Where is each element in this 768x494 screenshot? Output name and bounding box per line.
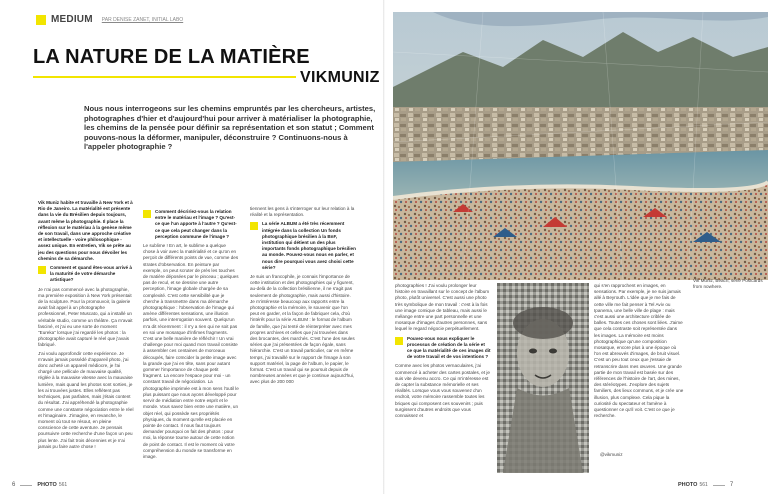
magazine-name: PHOTO — [37, 482, 57, 488]
question-text: Pouvez-vous nous expliquer le processus de création de la série et ce que la matérialité de ces images dit de votre travail et de vos intentions ? — [407, 335, 491, 360]
folio-rule — [713, 485, 725, 486]
question-text: La série ALBUM a été très récemment intégrée dans la collection Un fonds photographique brésilien à la BnF, institution qui détient un des plus importants fonds photographique brésilien au monde. Pouvez-vous nous en parler, et nous dire pourquoi vous avez choisi cette série? — [262, 221, 356, 270]
collage-photo — [393, 12, 768, 280]
question-block — [250, 221, 356, 271]
intro-paragraph: Nous nous interrogeons sur les chemins empruntés par les chercheurs, artistes, photographes d'hier et d'aujourd'hui pour arriver à matérialiser la photographie, les chemins de la pensée pour définir sa représentation et son statut ; Comment pouvons-nous la déformer, manipuler, déconstruire ? Continuons-nous à l'appeler photographie ? — [84, 104, 376, 152]
issue-number: 561 — [58, 482, 68, 488]
question-text: Comment et quand êtes-vous arrivé à la maturité de votre démarche artistique? — [50, 265, 132, 283]
text-column-2 — [143, 206, 239, 462]
question-marker — [143, 210, 151, 218]
article-title: LA NATURE DE LA MATIÈRE — [33, 46, 310, 68]
question-block — [38, 265, 134, 284]
text-column-4 — [395, 283, 491, 421]
answer-paragraph: tiennent les gens à s'interroger sur leur relation à la réalité et la représentation. — [250, 206, 355, 218]
rubric-label: MEDIUM — [51, 14, 93, 25]
magazine-name: PHOTO — [678, 482, 698, 488]
answer-paragraph: Je suis un francophile, je connais l'importance de cette institution et des photographies qui y figurent, au-delà de la collection brésilienne, il ne s'agit pas seulement de photographie, mais aussi d'histoire. Je m'intéresse beaucoup aux rapports entre la photographie et la mémoire, le souvenir que l'on peut en garder, et la façon de fabriquer cela, d'où l'intérêt pour la série ALBUM : le format de l'album de famille, que j'ai tenté de réinterpréter avec mes propres archives et celles que j'ai trouvées dans des brocantes, des marchés. C'est l'une des seules séries que j'ai présentées de façon égale, sans hiérarchie. C'est un travail particulier, car en même temps, j'ai travaillé sur le rapport de l'image à son support matériel, la page de l'album, le papier, le format. C'est un travail qui se poursuit depuis de nombreuses années et que je continue aujourd'hui, avec plus de 200 000 — [250, 274, 355, 385]
question-block — [395, 336, 491, 361]
title-underline — [33, 76, 296, 78]
answer-paragraph: photographies ! J'ai voulu prolonger leur histoire en travaillant sur le concept de l'album photo, plutôt universel. C'est aussi une photo très symbolique de mon travail : c'est à la fois une image comique de tableau, mais aussi le mélange entre une part personnelle et une mosaïque d'images d'autres personnes, sans lequel le regard négocie perpétuellement. — [395, 283, 490, 332]
text-column-5 — [594, 283, 684, 421]
left-folio — [12, 482, 67, 488]
question-text: Comment décririez-vous la relation entre le matériau et l'image ? Qu'est-ce que l'un apporte à l'autre ? Qu'est-ce que cela peut changer dans la perception commune de l'image ? — [155, 209, 237, 239]
page-gutter — [383, 0, 385, 494]
question-block — [143, 209, 239, 240]
page-number: 7 — [729, 482, 734, 488]
question-marker — [38, 266, 46, 274]
lead-paragraph: Vik Muniz habite et travaille à New York et à Rio de Janeiro. La matérialité est présente dans la vie du Brésilien depuis toujours, avant même la photographie. Il place la réflexion sur le matériau à la genèse même de son travail, dans une approche créative et intellectuelle - voire philosophique - assez unique. En entretien, Vik se prête au jeu des questions pour nous dévoiler les chemins de sa démarche. — [38, 200, 133, 261]
text-column-1 — [38, 200, 134, 452]
rubric-marker — [36, 15, 46, 25]
byline: PAR DENISE ZANET, INITIAL LABO — [101, 16, 184, 23]
rubric — [36, 14, 183, 25]
answer-paragraph: qui s'en rapprochent en images, en sensations. Par exemple, je ne suis jamais allé à Beyrouth. L'idée que je me fais de cette ville me fait penser à Tel Aviv ou Ipanema, une belle ville de plage : mais c'est aussi une architecture criblée de balles. Toutes ces choses sont liées. J'aime que cela contraste soit représentée dans les images. La mémoire est moins photographique qu'une composition mosaïque, encore plus à une époque où l'on est abreuvés d'images, de bruit visuel. C'est un peu tout ceux que j'essaie de retranscrire dans mes œuvres. Une grande partie de mon travail est basée sur des références de l'histoire de l'art, des mines, des stéréotypes. J'explore des sujets familiers, des lieux communs, et je crée une illusion, plus complexe. Cela pique la curiosité du spectateur et l'amène à questionner ce qu'il voit. C'est ce que je recherche. — [594, 283, 684, 419]
page-number: 6 — [12, 482, 16, 488]
question-marker — [250, 222, 258, 230]
answer-paragraph: Comme avec les photos vernaculaires, j'ai commencé à acheter des cartes postales, et je suis vite devenu accro. Ce qui m'intéresse est de capter la substance mémorielle et ses réalités. Lorsque vous vous souvenez d'un endroit, votre mémoire rassemble toutes les briques qui composent ces souvenirs ; puis surgissent d'autres endroits que vous connaissez et — [395, 363, 490, 419]
beach-collage-image — [393, 12, 768, 280]
photo-caption: Vik Muniz, Beach, série Postcards from nowhere. — [693, 278, 763, 289]
artist-name: VIKMUNIZ — [300, 69, 380, 86]
question-marker — [395, 337, 403, 345]
answer-paragraph: Le sublime ! En art, le sublime a quelque chose à voir avec la matérialité et ce qu'on en perçoit de différents points de vue, comme des strates d'observation. En peinture par exemple, on peut scruter de près les touches de matière déposées par le pinceau ; quelques pas de recul, et se dessine une autre perception, l'image globale chargée de sa complexité. C'est cette sensibilité que je cherche à transmettre dans ma démarche photographique : l'observation de l'image qui amène différentes sensations, une illusion parfois, une interrogation souvent. Quelqu'un m'a dit récemment : il n'y a rien qui ne soit pas en soi une mosaïque d'infimes fragments. C'est une belle manière de réfléchir ! Un vrai challenge pour moi quand mon travail consiste à assembler ces centaines de morceaux découpés, faire coïncider la petite image avec la grande que j'ai en tête, sans pour autant gommer l'importance de chaque petit fragment. La encore l'espace pour moi - un constant travail de négociation. La photographie imprimée est à mon sens l'outil le plus puissant que nous ayons développé pour servir de médiation entre notre esprit et le monde. Vous savez bien entre une matière, un objet réel, qui possède ses propriétés physiques, du moment qu'elle est placée en pointe de contact. Il nous faut toujours demander pourquoi on fait des photos : pour moi, la réponse tourne autour de cette notion de point de contact. Il est le moment où votre compréhension du monde se transforme en image. — [143, 243, 239, 459]
right-folio — [678, 482, 733, 488]
instagram-handle[interactable]: @vikmuniz — [600, 452, 623, 457]
folio-rule — [20, 485, 32, 486]
text-column-3 — [250, 206, 356, 388]
answer-paragraph: Je n'ai pas commencé avec la photographie, ma première exposition à New York présentait de la sculpture. Pour la promouvoir, la galerie avait fait appel à un photographe professionnel, Peter Muscato, qui a installé un véritable studio, comme un théâtre. Ça m'avait fasciné, et j'ai eu une sorte de moment "Eureka" lorsque j'ai regardé les photos : la photographie avait capturé le réel que j'avais fabriqué. — [38, 286, 133, 348]
portrait-collage-image — [497, 283, 589, 473]
issue-number: 561 — [699, 482, 708, 488]
answer-paragraph: J'ai voulu approfondir cette expérience. Je m'avais jamais possédé d'appareil photo, j'ai donc acheté un appareil médiocre, je l'ai chargé une pellicule de mauvaise qualité, réglée à la mauvaise vitesse avec la mauvaise lumière, mais quand les photos sont sorties, je les ai trouvées justes. Elles reflètent pas techniques, pas parfaites, mais j'étais content du résultat. J'ai appréhendé la photographie comme une constante négociation entre le réel et l'imaginaire. J'imagine, en revanche, le moment où tout se résout, en pleine conscience de cette aventure. Je pensais poursuivre cette recherche d'une façon un peu plus lente. J'ai fait trois décennies et je n'ai jamais pu faire autre chose ! — [38, 350, 134, 449]
portrait-photo — [497, 283, 589, 473]
